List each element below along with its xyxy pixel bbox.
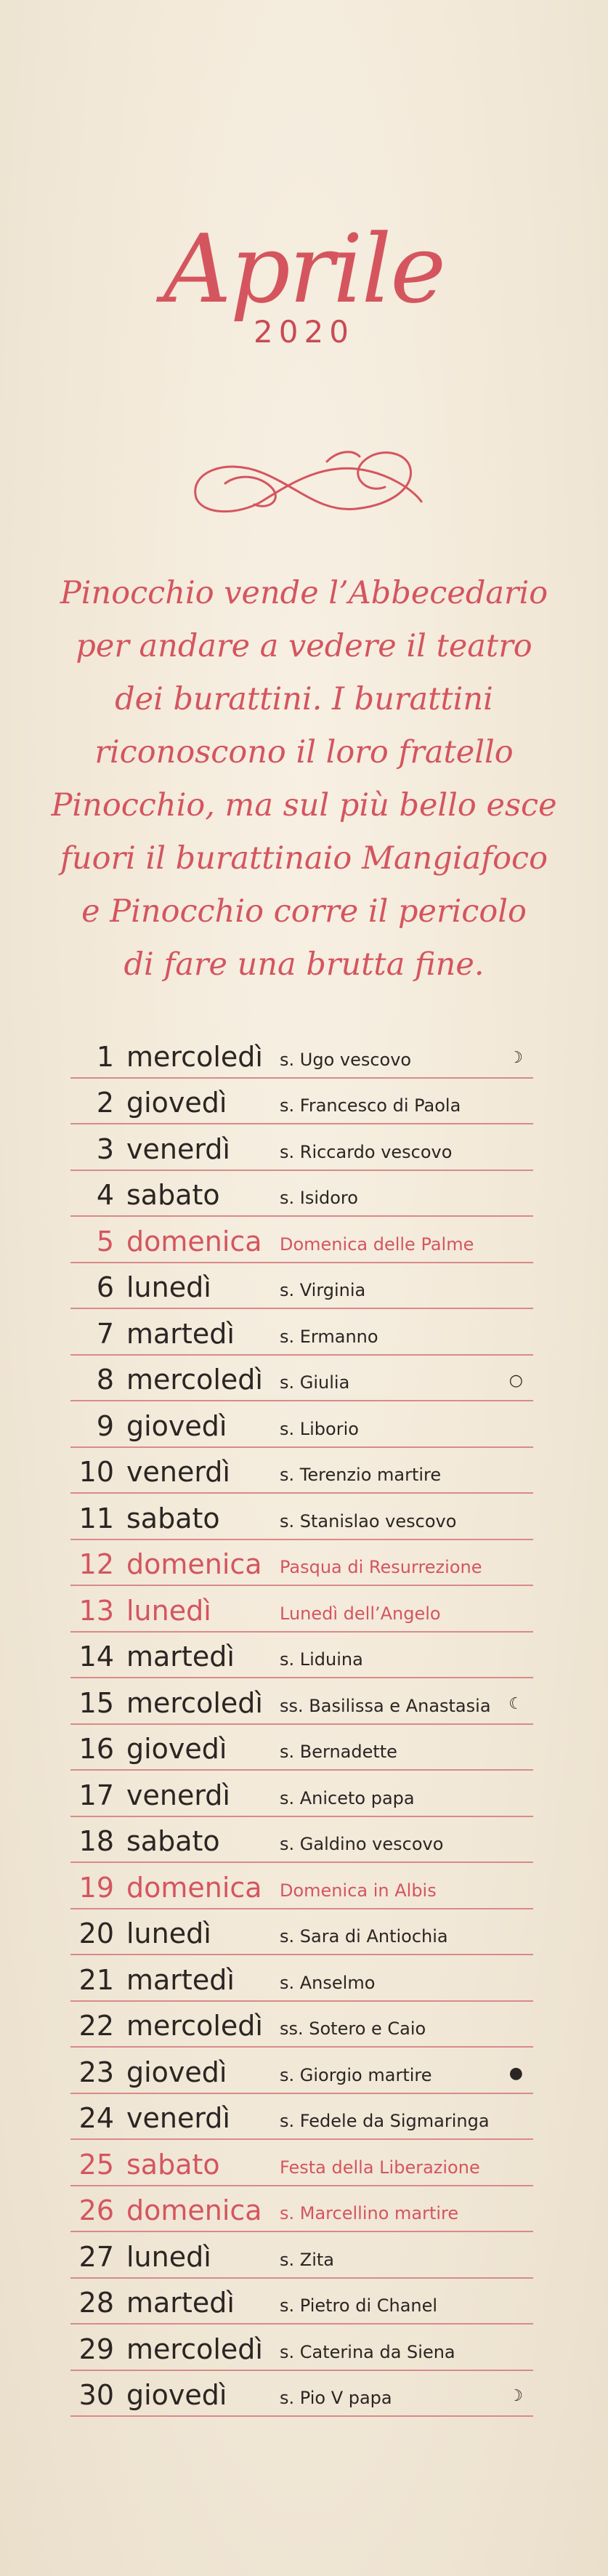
weekday-label: domenica: [126, 2194, 262, 2226]
saint-name: s. Virginia: [280, 1280, 366, 1300]
day-row: [70, 2094, 533, 2141]
saint-name: s. Anselmo: [280, 1972, 376, 1993]
day-number: 17: [78, 1779, 114, 1811]
saint-name: s. Zita: [280, 2249, 334, 2270]
quote-line: e Pinocchio corre il pericolo: [81, 893, 527, 930]
moon-phase-icon: ●: [508, 2064, 523, 2082]
day-number: 1: [96, 1040, 114, 1073]
moon-phase-icon: ☽: [508, 1048, 523, 1067]
quote-line: dei burattini. I burattini: [115, 681, 493, 717]
saint-name: s. Stanislao vescovo: [280, 1510, 457, 1531]
saint-name: ss. Sotero e Caio: [280, 2018, 426, 2039]
day-number: 18: [78, 1825, 114, 1857]
weekday-label: domenica: [126, 1548, 262, 1580]
saint-name: s. Sara di Antiochia: [280, 1926, 448, 1947]
saint-name: s. Ermanno: [280, 1326, 378, 1347]
day-number: 25: [78, 2148, 114, 2181]
weekday-label: martedì: [126, 2287, 235, 2319]
weekday-label: giovedì: [126, 2379, 227, 2411]
weekday-label: mercoledì: [126, 2010, 263, 2042]
day-row: [70, 1079, 533, 1125]
day-row: [70, 1309, 533, 1356]
weekday-label: sabato: [126, 1825, 220, 1857]
saint-name: Domenica in Albis: [280, 1880, 437, 1901]
weekday-label: sabato: [126, 1179, 220, 1211]
weekday-label: mercoledì: [126, 2333, 263, 2365]
day-number: 28: [78, 2287, 114, 2319]
day-row: [70, 1586, 533, 1633]
weekday-label: martedì: [126, 1641, 235, 1673]
saint-name: Domenica delle Palme: [280, 1233, 474, 1255]
day-row: [70, 1124, 533, 1171]
weekday-label: giovedì: [126, 1087, 227, 1119]
quote-line: fuori il burattinaio Mangiafoco: [60, 840, 548, 877]
saint-name: Festa della Liberazione: [280, 2157, 480, 2178]
day-row: [70, 1909, 533, 1956]
day-row: [70, 2002, 533, 2048]
saint-name: s. Liborio: [280, 1418, 359, 1439]
day-number: 9: [96, 1409, 114, 1442]
saint-name: s. Giorgio martire: [280, 2064, 432, 2085]
day-row: [70, 1356, 533, 1402]
day-number: 15: [78, 1686, 114, 1719]
day-row: [70, 1401, 533, 1448]
weekday-label: venerdì: [126, 1456, 230, 1488]
quote-line: Pinocchio, ma sul più bello esce: [51, 787, 557, 824]
day-row: [70, 1955, 533, 2002]
day-number: 11: [78, 1502, 114, 1534]
day-row: [70, 2232, 533, 2279]
saint-name: s. Marcellino martire: [280, 2203, 459, 2223]
saint-name: s. Caterina da Siena: [280, 2341, 455, 2362]
saint-name: s. Giulia: [280, 1372, 350, 1393]
saint-name: s. Liduina: [280, 1649, 363, 1670]
moon-phase-icon: ☾: [508, 1694, 523, 1713]
weekday-label: venerdì: [126, 1132, 230, 1165]
saint-name: s. Riccardo vescovo: [280, 1141, 453, 1162]
saint-name: Lunedì dell’Angelo: [280, 1603, 441, 1624]
saint-name: s. Pietro di Chanel: [280, 2295, 438, 2316]
day-row: [70, 2371, 533, 2418]
saint-name: s. Aniceto papa: [280, 1787, 415, 1808]
weekday-label: domenica: [126, 1871, 262, 1904]
quote-line: per andare a vedere il teatro: [76, 628, 532, 664]
year-label: 2020: [254, 314, 354, 350]
day-number: 24: [78, 2102, 114, 2134]
day-row: [70, 2279, 533, 2325]
day-number: 3: [96, 1132, 114, 1165]
weekday-label: lunedì: [126, 2240, 211, 2273]
day-row: [70, 1725, 533, 1771]
day-row: [70, 2140, 533, 2186]
day-row: [70, 2325, 533, 2371]
story-quote: [29, 567, 579, 991]
weekday-label: sabato: [126, 1502, 220, 1534]
saint-name: s. Fedele da Sigmaringa: [280, 2111, 490, 2131]
moon-phase-icon: ☽: [508, 2387, 523, 2405]
saint-name: s. Francesco di Paola: [280, 1095, 461, 1116]
saint-name: s. Bernadette: [280, 1742, 397, 1762]
day-number: 14: [78, 1641, 114, 1673]
weekday-label: venerdì: [126, 2102, 230, 2134]
weekday-label: martedì: [126, 1317, 235, 1350]
day-number: 30: [78, 2379, 114, 2411]
calendar-header: [0, 214, 608, 350]
day-row: [70, 2048, 533, 2094]
day-row: [70, 1263, 533, 1310]
weekday-label: giovedì: [126, 1409, 227, 1442]
weekday-label: mercoledì: [126, 1040, 263, 1073]
saint-name: s. Galdino vescovo: [280, 1834, 444, 1854]
day-number: 13: [78, 1594, 114, 1627]
day-list: [70, 1032, 533, 2417]
weekday-label: giovedì: [126, 1733, 227, 1765]
weekday-label: martedì: [126, 1963, 235, 1996]
weekday-label: lunedì: [126, 1917, 211, 1949]
day-number: 19: [78, 1871, 114, 1904]
month-title: Aprile: [163, 214, 445, 324]
day-number: 27: [78, 2240, 114, 2273]
day-row: [70, 1771, 533, 1817]
day-number: 5: [96, 1225, 114, 1257]
day-row: [70, 1217, 533, 1263]
saint-name: ss. Basilissa e Anastasia: [280, 1695, 491, 1716]
weekday-label: giovedì: [126, 2056, 227, 2088]
day-row: [70, 2186, 533, 2233]
weekday-label: mercoledì: [126, 1686, 263, 1719]
day-number: 22: [78, 2010, 114, 2042]
day-number: 16: [78, 1733, 114, 1765]
weekday-label: lunedì: [126, 1594, 211, 1627]
day-number: 6: [96, 1271, 114, 1303]
day-row: [70, 1863, 533, 1909]
day-number: 29: [78, 2333, 114, 2365]
day-row: [70, 1817, 533, 1864]
weekday-label: sabato: [126, 2148, 220, 2181]
saint-name: s. Isidoro: [280, 1188, 358, 1208]
saint-name: Pasqua di Resurrezione: [280, 1557, 482, 1577]
day-number: 20: [78, 1917, 114, 1949]
day-number: 4: [96, 1179, 114, 1211]
day-number: 21: [78, 1963, 114, 1996]
day-row: [70, 1494, 533, 1540]
day-row: [70, 1633, 533, 1679]
day-number: 7: [96, 1317, 114, 1350]
day-row: [70, 1540, 533, 1587]
quote-line: Pinocchio vende l’Abbecedario: [60, 575, 548, 611]
quote-line: di fare una brutta fine.: [123, 946, 485, 983]
day-number: 2: [96, 1087, 114, 1119]
quote-line: riconoscono il loro fratello: [94, 734, 514, 770]
day-row: [70, 1678, 533, 1725]
flourish-ornament-icon: [182, 429, 429, 538]
moon-phase-icon: ○: [508, 1372, 523, 1390]
weekday-label: domenica: [126, 1225, 262, 1257]
day-number: 12: [78, 1548, 114, 1580]
day-number: 26: [78, 2194, 114, 2226]
day-row: [70, 1032, 533, 1079]
day-number: 8: [96, 1364, 114, 1396]
weekday-label: mercoledì: [126, 1364, 263, 1396]
saint-name: s. Ugo vescovo: [280, 1049, 412, 1070]
day-row: [70, 1171, 533, 1217]
day-number: 10: [78, 1456, 114, 1488]
saint-name: s. Pio V papa: [280, 2388, 392, 2408]
weekday-label: venerdì: [126, 1779, 230, 1811]
day-number: 23: [78, 2056, 114, 2088]
weekday-label: lunedì: [126, 1271, 211, 1303]
day-row: [70, 1448, 533, 1494]
saint-name: s. Terenzio martire: [280, 1465, 442, 1485]
